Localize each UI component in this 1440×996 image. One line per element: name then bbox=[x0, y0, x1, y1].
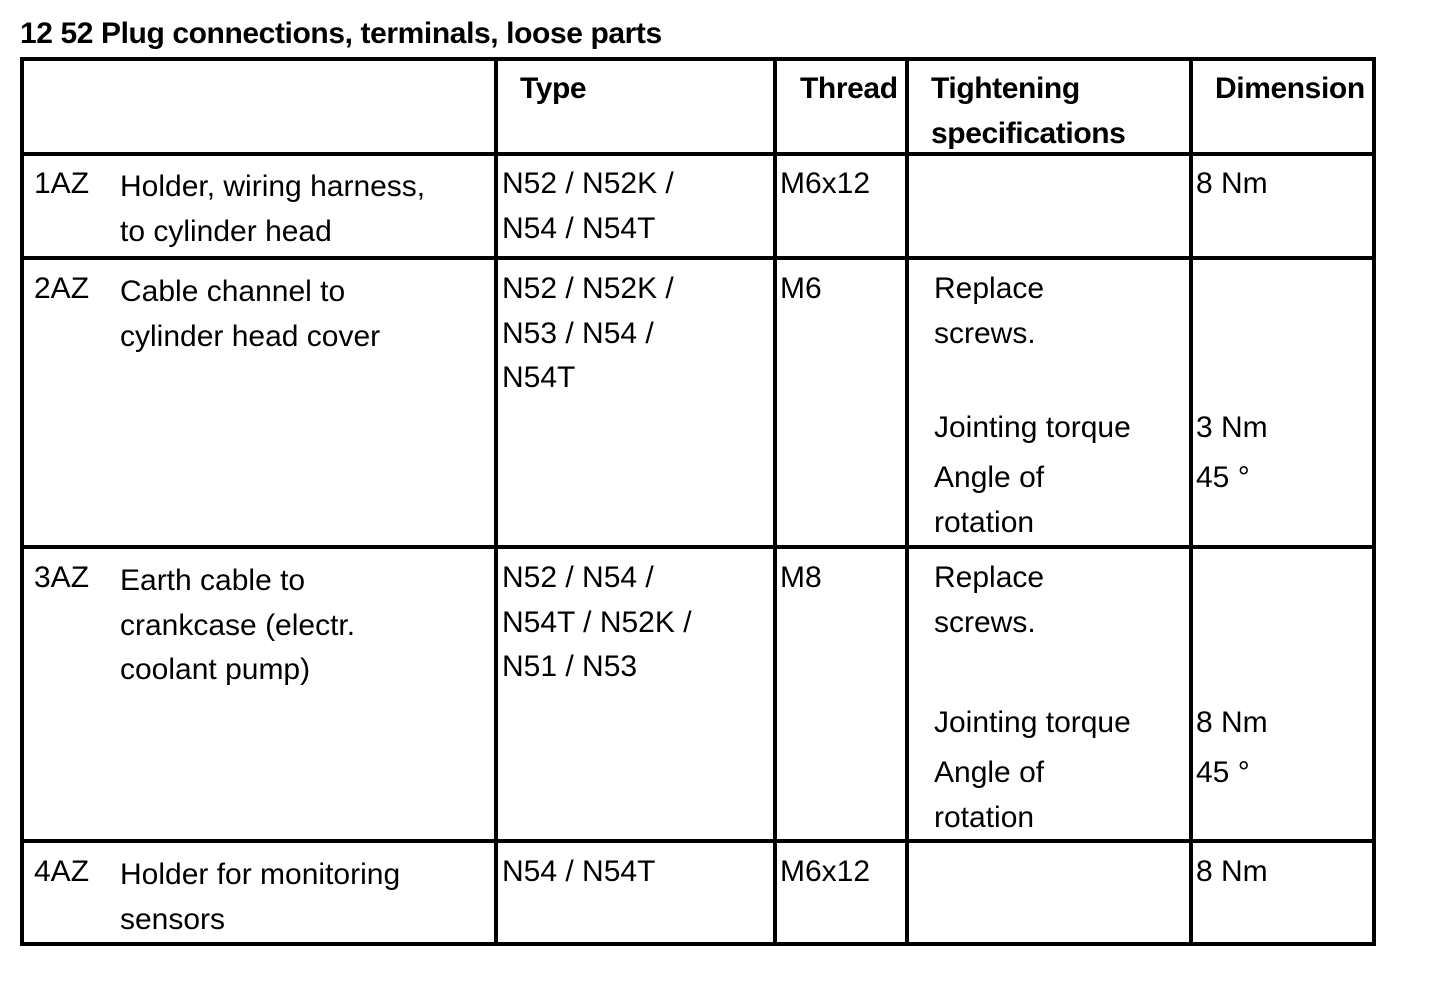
header-tightening-specifications: Tightening specifications bbox=[931, 72, 1126, 150]
row-dimension-value: 8 Nm bbox=[1196, 167, 1268, 200]
column-divider-dimension bbox=[1189, 61, 1193, 942]
row-description: Holder, wiring harness, to cylinder head bbox=[120, 170, 426, 248]
row-divider bbox=[24, 152, 1372, 156]
spec-label: Jointing torque bbox=[934, 411, 1131, 444]
row-divider bbox=[24, 256, 1372, 260]
spec-label: Angle of rotation bbox=[934, 461, 1045, 539]
row-dimension-value: 8 Nm bbox=[1196, 855, 1268, 888]
row-description: Cable channel to cylinder head cover bbox=[120, 275, 381, 353]
column-divider-tightening bbox=[905, 61, 909, 942]
row-type: N52 / N54 / N54T / N52K / N51 / N53 bbox=[502, 561, 692, 683]
row-thread: M8 bbox=[780, 561, 822, 594]
spec-value: 45 ° bbox=[1196, 756, 1250, 789]
spec-label: Jointing torque bbox=[934, 706, 1131, 739]
header-thread: Thread bbox=[800, 72, 898, 105]
row-id: 2AZ bbox=[34, 272, 90, 305]
row-type: N52 / N52K / N54 / N54T bbox=[502, 167, 674, 245]
row-thread: M6 bbox=[780, 272, 822, 305]
row-thread: M6x12 bbox=[780, 167, 871, 200]
row-id: 1AZ bbox=[34, 167, 90, 200]
row-id: 4AZ bbox=[34, 855, 90, 888]
spec-value: 8 Nm bbox=[1196, 706, 1268, 739]
row-description: Earth cable to crankcase (electr. coolant pump) bbox=[120, 564, 356, 686]
spec-value: 3 Nm bbox=[1196, 411, 1268, 444]
row-description: Holder for monitoring sensors bbox=[120, 858, 401, 936]
row-note: Replace screws. bbox=[934, 272, 1045, 350]
column-divider-thread bbox=[773, 61, 777, 942]
column-divider-type bbox=[494, 61, 498, 942]
header-type: Type bbox=[520, 72, 587, 105]
torque-spec-table bbox=[20, 57, 1376, 946]
row-id: 3AZ bbox=[34, 561, 90, 594]
row-divider bbox=[24, 545, 1372, 549]
row-divider bbox=[24, 839, 1372, 843]
spec-value: 45 ° bbox=[1196, 461, 1250, 494]
spec-label: Angle of rotation bbox=[934, 756, 1045, 834]
page-title: 12 52 Plug connections, terminals, loose parts bbox=[20, 17, 662, 50]
row-thread: M6x12 bbox=[780, 855, 871, 888]
row-type: N54 / N54T bbox=[502, 855, 656, 888]
row-note: Replace screws. bbox=[934, 561, 1045, 639]
row-type: N52 / N52K / N53 / N54 / N54T bbox=[502, 272, 674, 394]
header-dimension: Dimension bbox=[1215, 72, 1365, 105]
